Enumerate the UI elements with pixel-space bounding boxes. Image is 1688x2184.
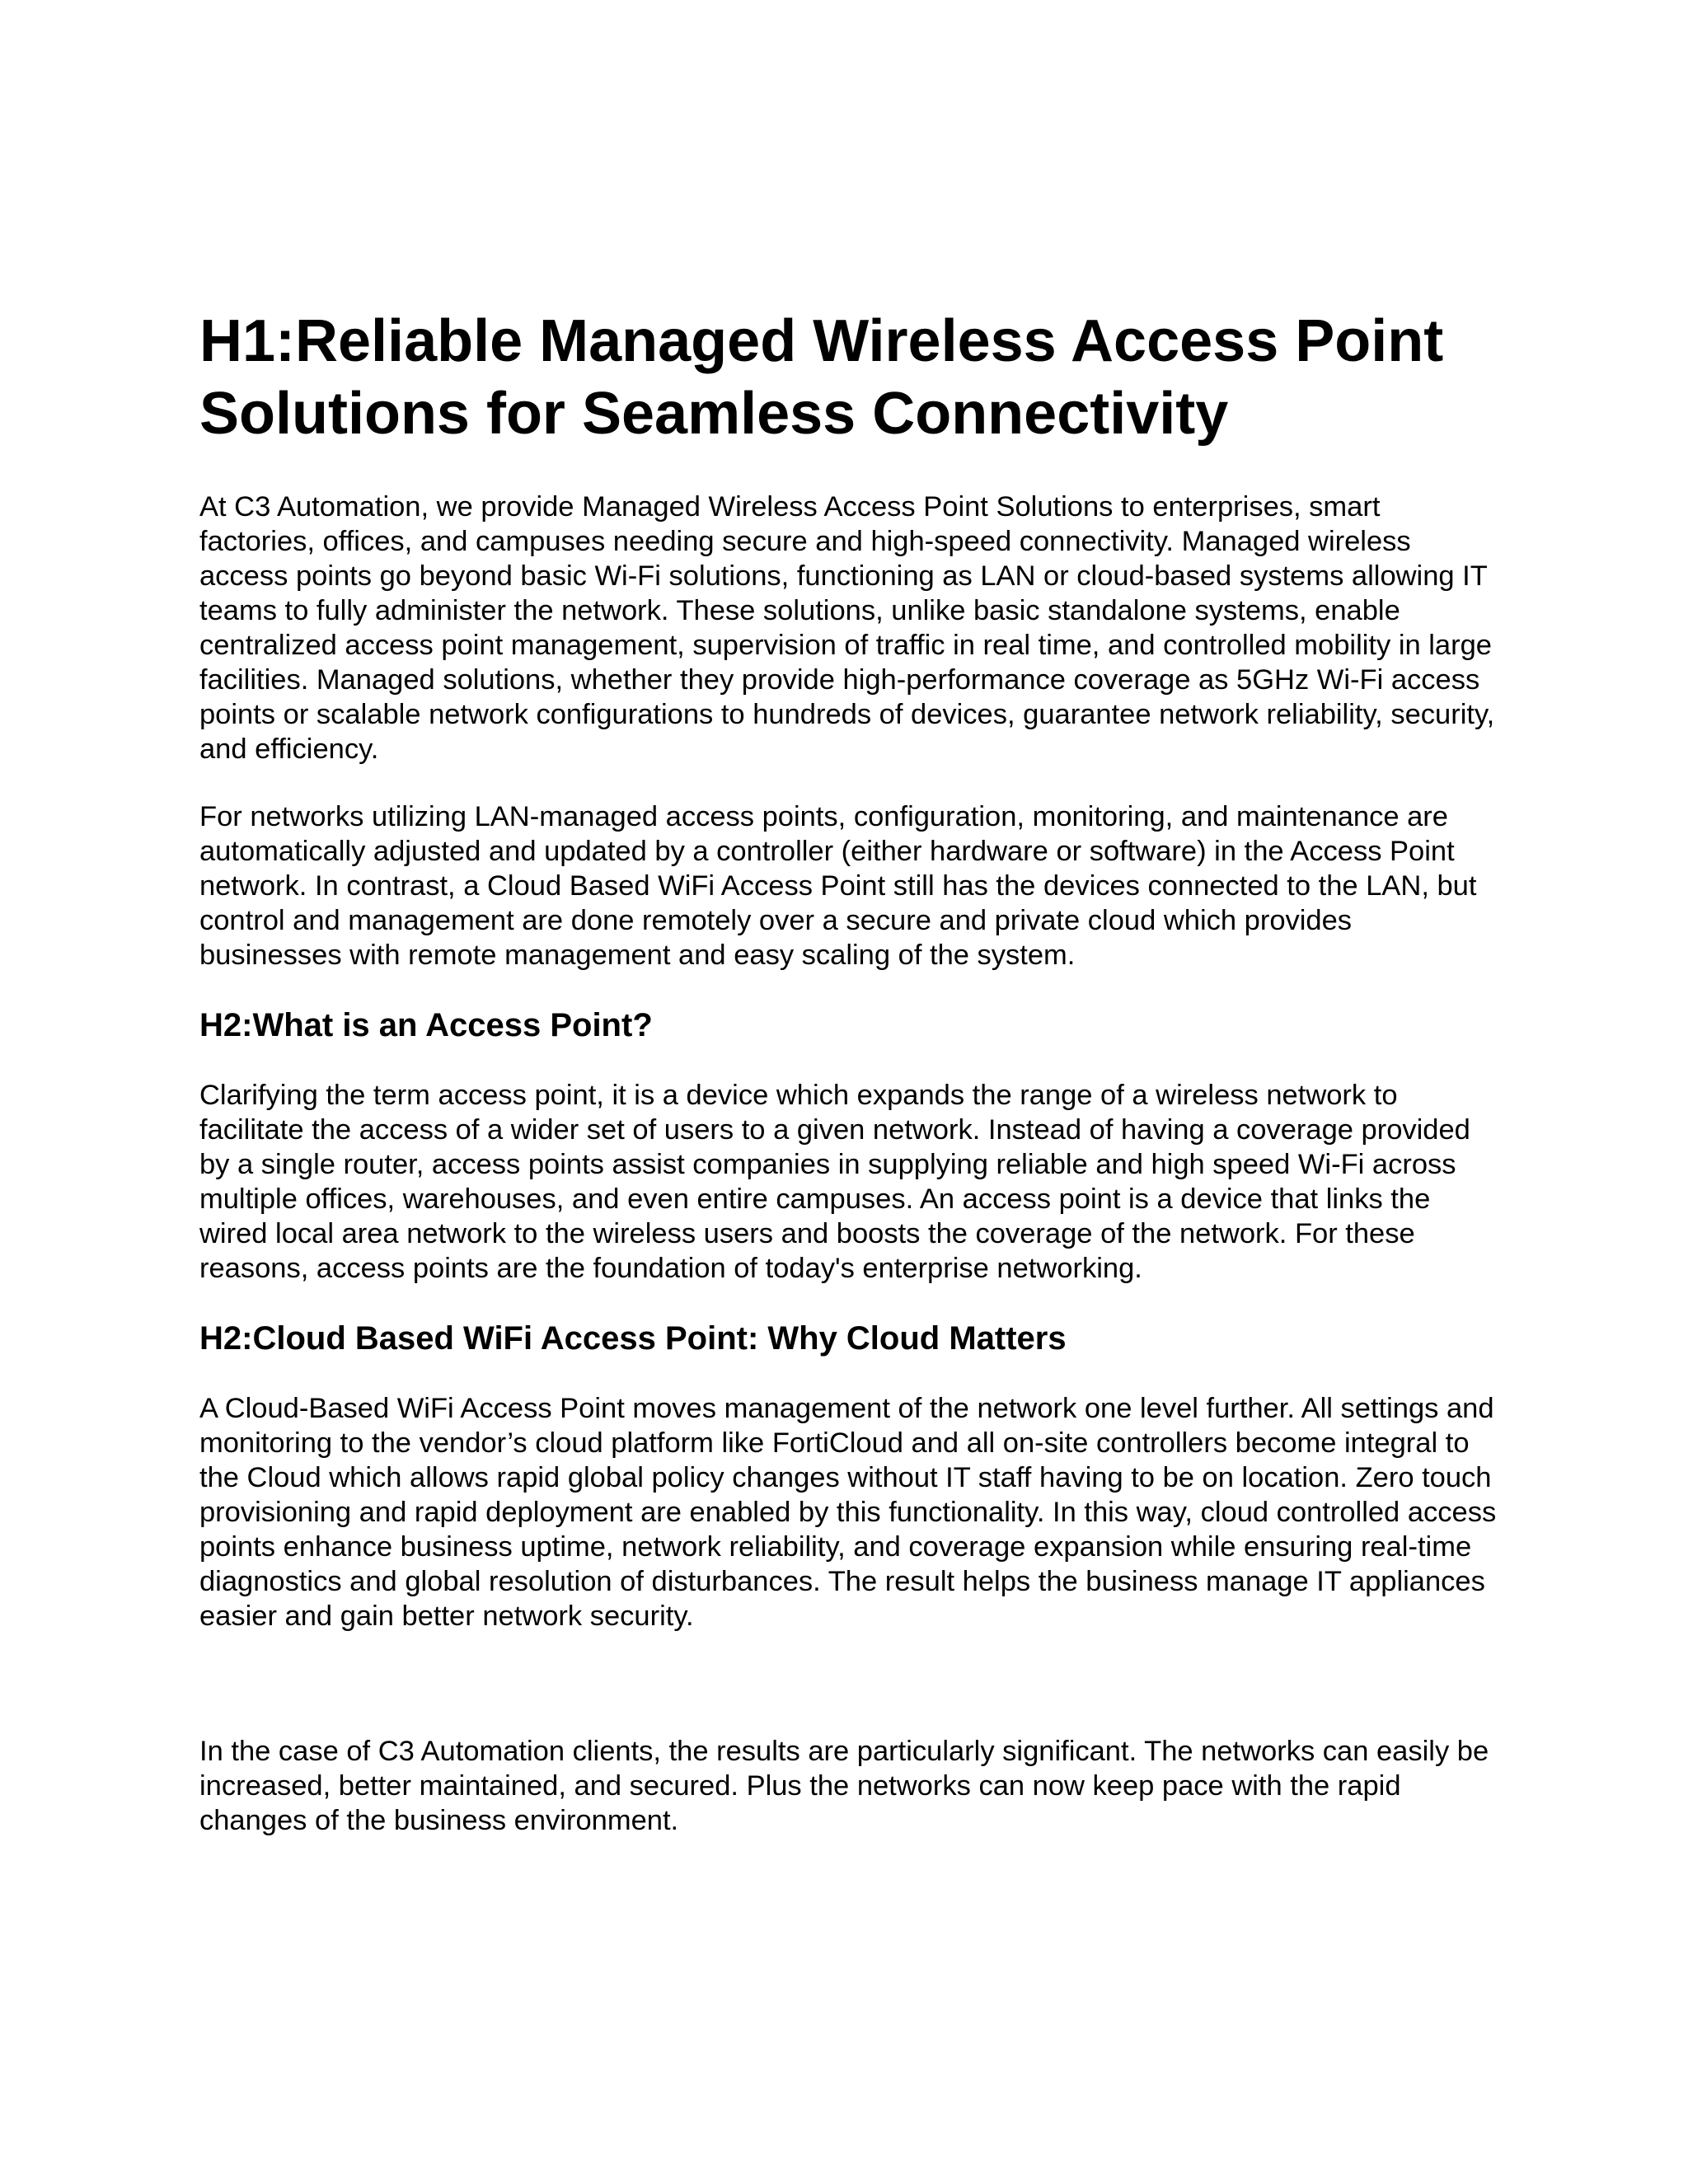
intro-paragraph-2: For networks utilizing LAN-managed access points, configuration, monitoring, and maintenance are automatically adjusted and updated by a controller (either hardware or software) in the Access Point network. In contrast, a Cloud Based WiFi Access Point still has the devices connected to the LAN, but control and management are done remotely over a secure and private cloud which provides businesses with remote management and easy scaling of the system. <box>199 801 1477 971</box>
section-cloud-based-wifi-paragraph-1: A Cloud-Based WiFi Access Point moves management of the network one level further. All settings and monitoring to the vendor’s cloud platform like FortiCloud and all on-site controllers become integral to the Cloud which allows rapid global policy changes without IT staff having to be on location. Zero touch provisioning and rapid deployment are enabled by this functionality. In this way, cloud controlled access points enhance business uptime, network reliability, and coverage expansion while ensuring real-time diagnostics and global resolution of disturbances. The result helps the business manage IT appliances easier and gain better network security. <box>199 1393 1497 1632</box>
document-page <box>199 305 1502 1871</box>
intro-paragraph-1: At C3 Automation, we provide Managed Wireless Access Point Solutions to enterprises, smart factories, offices, and campuses needing secure and high-speed connectivity. Managed wireless access points go beyond basic Wi-Fi solutions, functioning as LAN or cloud-based systems allowing IT teams to fully administer the network. These solutions, unlike basic standalone systems, enable centralized access point management, supervision of traffic in real time, and controlled mobility in large facilities. Managed solutions, whether they provide high-performance coverage as 5GHz Wi-Fi access points or scalable network configurations to hundreds of devices, guarantee network reliability, security, and efficiency. <box>199 491 1495 765</box>
page-title: H1:Reliable Managed Wireless Access Point Solutions for Seamless Connectivity <box>199 308 1444 447</box>
section-heading-what-is-access-point: H2:What is an Access Point? <box>199 1007 653 1043</box>
section-cloud-based-wifi-paragraph-2: In the case of C3 Automation clients, the results are particularly significant. The networks can easily be increased, better maintained, and secured. Plus the networks can now keep pace with the rapid changes of the business environment. <box>199 1736 1489 1836</box>
section-heading-cloud-based-wifi: H2:Cloud Based WiFi Access Point: Why Cloud Matters <box>199 1320 1067 1357</box>
section-what-is-access-point-paragraph-1: Clarifying the term access point, it is a device which expands the range of a wireless network to facilitate the access of a wider set of users to a given network. Instead of having a coverage provided by a single router, access points assist companies in supplying reliable and high speed Wi-Fi across multiple offices, warehouses, and even entire campuses. An access point is a device that links the wired local area network to the wireless users and boosts the coverage of the network. For these reasons, access points are the foundation of today's enterprise networking. <box>199 1080 1470 1284</box>
